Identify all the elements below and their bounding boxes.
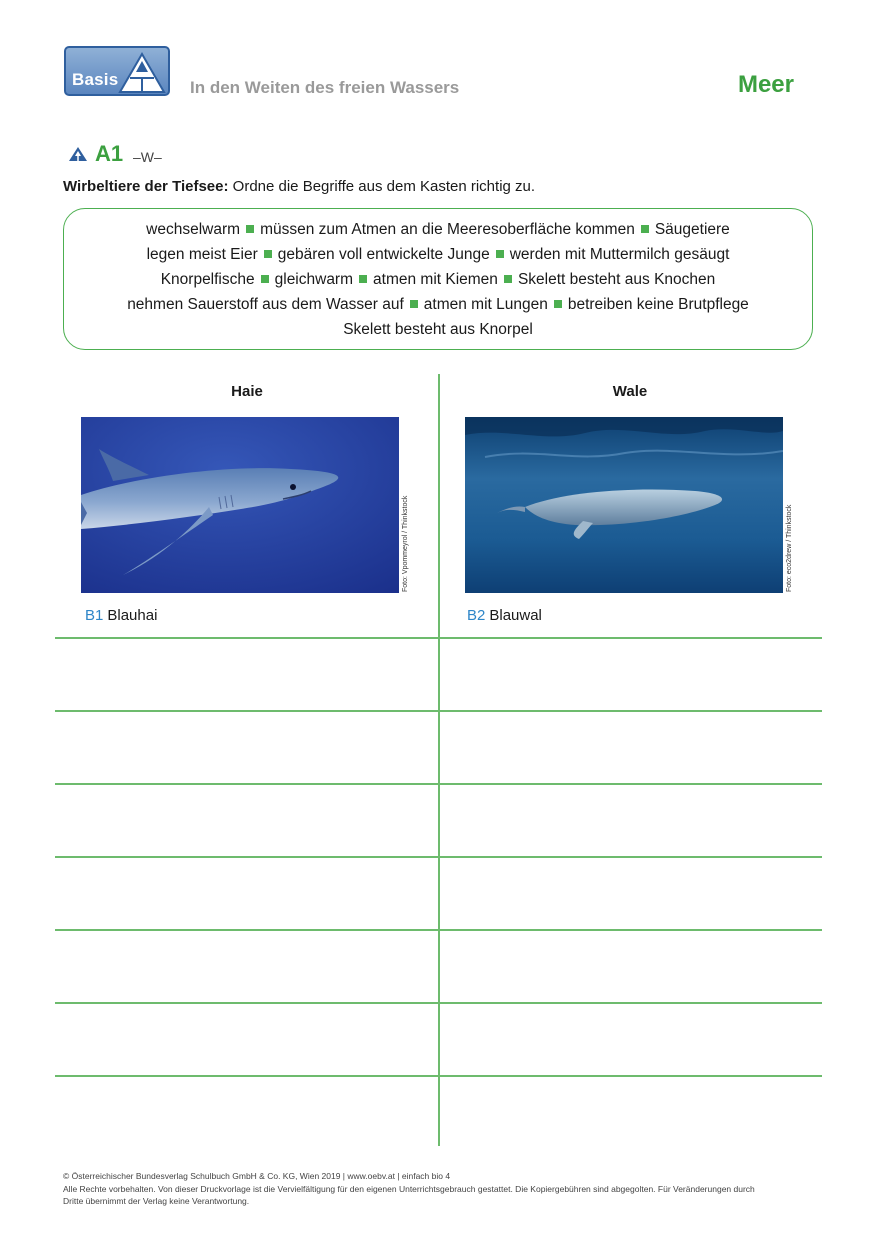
footer-line-responsibility: Dritte übernimmt der Verlag keine Verantwortung. bbox=[63, 1196, 250, 1206]
answer-line bbox=[55, 1075, 822, 1077]
column-heading-haie: Haie bbox=[231, 383, 263, 400]
word-box-term: nehmen Sauerstoff aus dem Wasser auf bbox=[127, 296, 404, 313]
separator-square-icon bbox=[504, 275, 512, 283]
caption-text-b1: Blauhai bbox=[107, 607, 158, 624]
caption-text-b2: Blauwal bbox=[489, 607, 542, 624]
word-box-line bbox=[64, 271, 812, 289]
answer-line bbox=[55, 783, 822, 785]
figure-ref-b2: B2 bbox=[467, 607, 486, 624]
caption-b1 bbox=[85, 607, 157, 624]
answer-line bbox=[55, 637, 822, 639]
figure-ref-b1: B1 bbox=[85, 607, 104, 624]
task-number: A1 bbox=[95, 141, 124, 166]
answer-line bbox=[55, 856, 822, 858]
answer-line bbox=[55, 710, 822, 712]
task-tag: –W– bbox=[133, 149, 162, 165]
footer-line-rights: Alle Rechte vorbehalten. Von dieser Druckvorlage ist die Vervielfältigung für den eigenen Unterrichtsgebrauch gestattet. Die Kopiergebühren sind abgegolten. Für Veränderungen durch bbox=[63, 1183, 755, 1194]
separator-square-icon bbox=[641, 225, 649, 233]
triangle-logo-icon bbox=[118, 52, 166, 94]
basis-logo bbox=[64, 46, 170, 96]
word-box-term: wechselwarm bbox=[146, 221, 241, 238]
separator-square-icon bbox=[496, 250, 504, 258]
footer bbox=[63, 1170, 803, 1208]
word-box-term: gleichwarm bbox=[274, 271, 354, 288]
word-box-term: werden mit Muttermilch gesäugt bbox=[509, 246, 730, 263]
word-box-term: müssen zum Atmen an die Meeresoberfläche kommen bbox=[260, 221, 635, 238]
word-box-term: gebären voll entwickelte Junge bbox=[277, 246, 490, 263]
word-box-term: Skelett besteht aus Knochen bbox=[517, 271, 716, 288]
word-box-term: atmen mit Kiemen bbox=[373, 271, 498, 288]
task-instruction bbox=[63, 178, 535, 195]
separator-square-icon bbox=[359, 275, 367, 283]
word-box bbox=[63, 208, 813, 350]
word-box-term: betreiben keine Brutpflege bbox=[567, 296, 749, 313]
word-box-term: Skelett besteht aus Knorpel bbox=[343, 321, 533, 338]
word-box-line bbox=[64, 221, 812, 239]
column-divider bbox=[438, 374, 440, 1146]
shark-photo bbox=[81, 417, 399, 593]
answer-line bbox=[55, 929, 822, 931]
whale-photo bbox=[465, 417, 783, 593]
instruction-bold: Wirbeltiere der Tiefsee: bbox=[63, 178, 229, 195]
word-box-term: atmen mit Lungen bbox=[423, 296, 548, 313]
chapter-subtitle: In den Weiten des freien Wassers bbox=[190, 78, 460, 97]
word-box-line bbox=[64, 296, 812, 314]
word-box-line bbox=[64, 321, 812, 339]
separator-square-icon bbox=[246, 225, 254, 233]
photo-credit-shark: Foto: Vpommeyrol / Thinkstock bbox=[402, 495, 409, 592]
column-heading-wale: Wale bbox=[612, 383, 648, 400]
separator-square-icon bbox=[410, 300, 418, 308]
subject-title: Meer bbox=[737, 71, 794, 98]
caption-b2 bbox=[467, 607, 542, 624]
footer-line-copyright: © Österreichischer Bundesverlag Schulbuch GmbH & Co. KG, Wien 2019 | www.oebv.at | einfach bio 4 bbox=[63, 1171, 451, 1181]
separator-square-icon bbox=[261, 275, 269, 283]
photo-credit-whale: Foto: eco2drew / Thinkstock bbox=[786, 504, 793, 592]
separator-square-icon bbox=[264, 250, 272, 258]
logo-text: Basis bbox=[72, 70, 119, 89]
word-box-term: Säugetiere bbox=[654, 221, 730, 238]
answer-line bbox=[55, 1002, 822, 1004]
word-box-line bbox=[64, 246, 812, 264]
instruction-text: Ordne die Begriffe aus dem Kasten richtig zu. bbox=[228, 178, 536, 195]
word-box-term: legen meist Eier bbox=[146, 246, 258, 263]
basis-level-icon bbox=[68, 146, 88, 162]
word-box-term: Knorpelfische bbox=[160, 271, 255, 288]
separator-square-icon bbox=[554, 300, 562, 308]
